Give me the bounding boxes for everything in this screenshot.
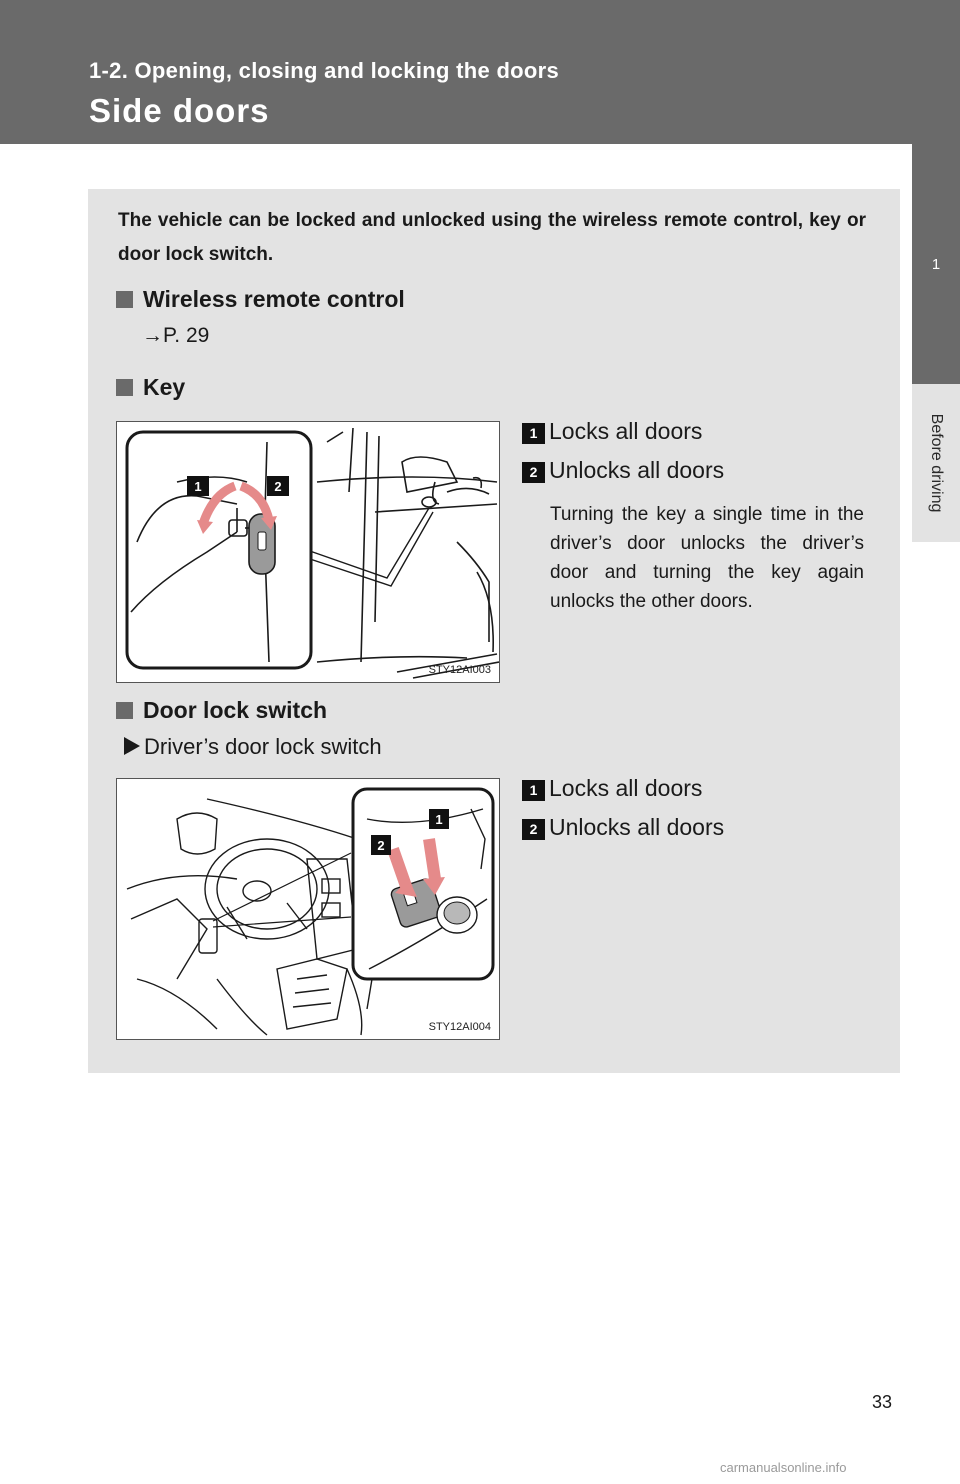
badge-1-icon: 1 — [522, 423, 545, 444]
heading-door-lock-switch: Door lock switch — [116, 697, 327, 724]
callout-unlocks-key: 2 Unlocks all doors — [522, 457, 724, 484]
page-number: 33 — [872, 1392, 893, 1412]
sub-heading-drivers-switch: Driver’s door lock switch — [124, 734, 382, 760]
door-lock-illustration — [117, 779, 500, 1040]
callout-locks-switch: 1 Locks all doors — [522, 775, 702, 802]
key-illustration — [117, 422, 500, 683]
figure-badge-1: 1 — [194, 479, 202, 494]
intro-text: The vehicle can be locked and unlocked using the wireless remote control, key or door lock switch. — [118, 210, 866, 265]
figure-code: STY12AI003 — [428, 664, 491, 676]
triangle-bullet-icon — [124, 737, 140, 755]
key-figure — [116, 421, 500, 683]
figure-badge-1: 1 — [435, 812, 443, 827]
chapter-number: 1 — [931, 255, 941, 273]
badge-1-icon: 1 — [522, 780, 545, 801]
chapter-tab-label[interactable] — [912, 384, 960, 542]
square-bullet-icon — [116, 379, 133, 396]
figure-badge-2: 2 — [274, 479, 282, 494]
heading-key: Key — [116, 374, 185, 401]
watermark[interactable]: carmanualsonline.info — [720, 1460, 847, 1475]
key-note: Turning the key a single time in the driver’s door unlocks the driver’s door and turning the key again unlocks the other doors. — [550, 504, 864, 612]
callout-unlocks-switch: 2 Unlocks all doors — [522, 814, 724, 841]
figure-badge-2: 2 — [377, 838, 385, 853]
page-reference-link[interactable]: →P. 29 — [142, 324, 210, 347]
chapter-tab-number[interactable] — [912, 144, 960, 384]
door-lock-figure — [116, 778, 500, 1040]
page-title: Side doors — [89, 92, 270, 129]
chapter-label: Before driving — [928, 413, 945, 513]
badge-2-icon: 2 — [522, 819, 545, 840]
badge-2-icon: 2 — [522, 462, 545, 483]
callout-locks-key: 1 Locks all doors — [522, 418, 702, 445]
square-bullet-icon — [116, 291, 133, 308]
section-label: 1-2. Opening, closing and locking the doors — [89, 58, 560, 83]
figure-code: STY12AI004 — [428, 1021, 491, 1033]
heading-wireless-remote: Wireless remote control — [116, 286, 405, 313]
square-bullet-icon — [116, 702, 133, 719]
